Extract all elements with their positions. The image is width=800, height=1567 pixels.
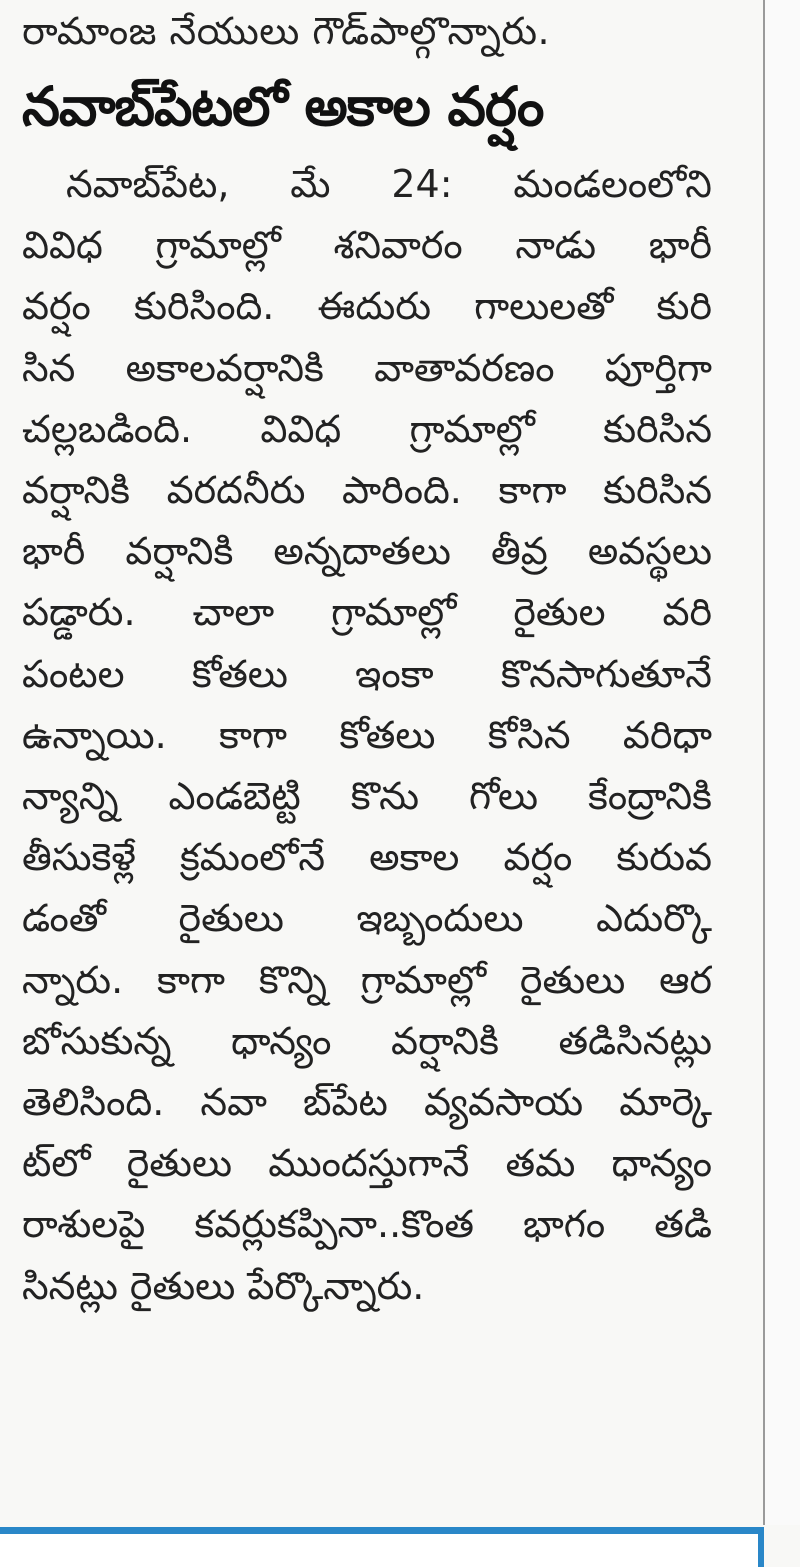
article-body-line: డంతో రైతులు ఇబ్బందులు ఎదుర్కొ [22,896,712,941]
article-body-line: ట్‌లో రైతులు ముందస్తుగానే తమ ధాన్యం [22,1141,712,1186]
article-body-line: చల్లబడింది. వివిధ గ్రామాల్లో కురిసిన [22,406,712,451]
article-body-line: తెలిసింది. నవా బ్‌పేట వ్యవసాయ మార్కె [22,1080,712,1125]
article-body-line: వర్షం కురిసింది. ఈదురు గాలులతో కురి [22,284,712,329]
article-body-line: పంటల కోతలు ఇంకా కొనసాగుతూనే [22,651,712,696]
article-body-line: పడ్డారు. చాలా గ్రామాల్లో రైతుల వరి [22,590,712,635]
article-body-line: న్నారు. కాగా కొన్ని గ్రామాల్లో రైతులు ఆర [22,957,712,1002]
previous-article-line: రామాంజ నేయులు గౌడ్‌పాల్గొన్నారు. [22,9,551,53]
article-headline: నవాబ్‌పేటలో అకాల వర్షం [22,75,544,138]
article-column [22,0,750,1317]
article-body-line: న్యాన్ని ఎండబెట్టి కొను గోలు కేంద్రానికి [22,774,712,819]
article-body-line: భారీ వర్షానికి అన్నదాతలు తీవ్ర అవస్థలు [22,529,712,574]
article-body [22,154,750,1317]
article-body-line: సిన అకాలవర్షానికి వాతావరణం పూర్తిగా [22,345,712,390]
article-body-line: రాశులపై కవర్లుకప్పినా..కొంత భాగం తడి [22,1202,712,1247]
bottom-border-inner [0,1534,758,1567]
article-body-line: సినట్లు రైతులు పేర్కొన్నారు. [22,1263,425,1308]
article-body-line: బోసుకున్న ధాన్యం వర్షానికి తడిసినట్లు [22,1018,712,1063]
article-body-line: తీసుకెళ్లే క్రమంలోనే అకాల వర్షం కురువ [22,835,712,880]
article-body-line: నవాబ్‌పేట, మే 24: మండలంలోని [66,162,712,206]
article-body-line: వర్షానికి వరదనీరు పారింది. కాగా కురిసిన [22,468,712,513]
adjacent-column-edge [765,0,800,1525]
article-body-line: వివిధ గ్రామాల్లో శనివారం నాడు భారీ [22,223,712,268]
article-body-line: ఉన్నాయి. కాగా కోతలు కోసిన వరిధా [22,712,712,757]
